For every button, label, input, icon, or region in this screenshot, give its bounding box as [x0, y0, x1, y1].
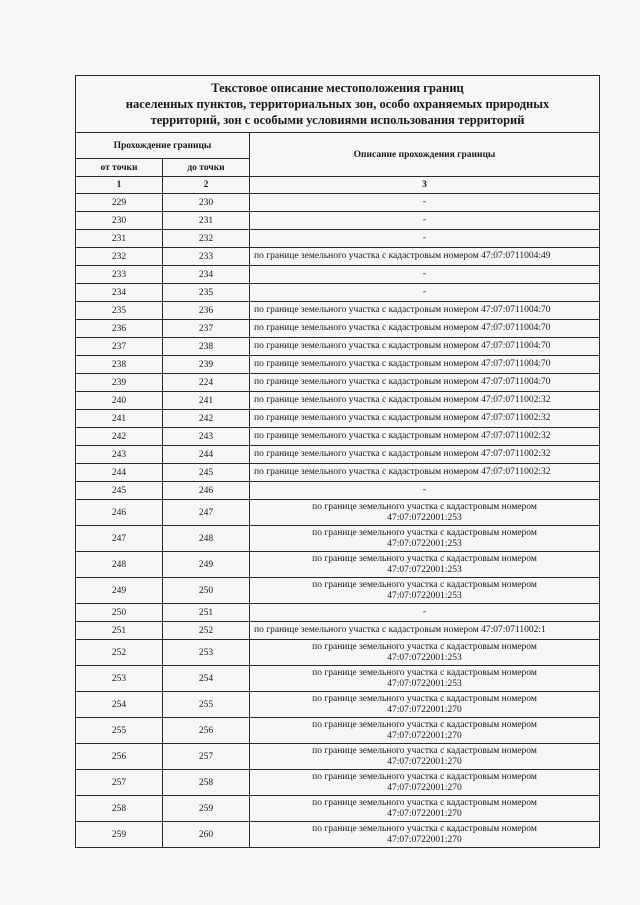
from-point-cell: 237 [76, 338, 163, 356]
table-row [76, 356, 600, 374]
from-point-cell: 244 [76, 464, 163, 482]
from-point-cell: 254 [76, 692, 163, 718]
table-row [76, 464, 600, 482]
title-line-1: Текстовое описание местоположения границ [211, 81, 464, 95]
description-cell [250, 666, 600, 692]
boundary-description-table [75, 75, 600, 848]
description-cell [250, 500, 600, 526]
to-point-cell: 234 [163, 266, 250, 284]
table-row [76, 284, 600, 302]
header-description: Описание прохождения границы [250, 133, 600, 177]
description-line-1: по границе земельного участка с кадастровым номером [312, 579, 537, 590]
to-point-cell: 230 [163, 194, 250, 212]
table-row [76, 338, 600, 356]
table-row [76, 374, 600, 392]
from-point-cell: 230 [76, 212, 163, 230]
to-point-cell: 250 [163, 578, 250, 604]
from-point-cell: 246 [76, 500, 163, 526]
from-point-cell: 256 [76, 744, 163, 770]
description-cell: - [250, 604, 600, 622]
description-cell: по границе земельного участка с кадастровым номером 47:07:0711002:32 [250, 428, 600, 446]
description-line-2: 47:07:0722001:270 [387, 730, 462, 741]
table-row [76, 446, 600, 464]
from-point-cell: 258 [76, 796, 163, 822]
description-line-1: по границе земельного участка с кадастровым номером [312, 553, 537, 564]
description-cell: по границе земельного участка с кадастровым номером 47:07:0711004:70 [250, 338, 600, 356]
description-cell [250, 718, 600, 744]
to-point-cell: 257 [163, 744, 250, 770]
to-point-cell: 233 [163, 248, 250, 266]
description-cell: по границе земельного участка с кадастровым номером 47:07:0711002:32 [250, 410, 600, 428]
column-number-1: 1 [76, 177, 163, 194]
description-line-1: по границе земельного участка с кадастровым номером [312, 693, 537, 704]
to-point-cell: 239 [163, 356, 250, 374]
description-cell [250, 796, 600, 822]
description-line-2: 47:07:0722001:270 [387, 756, 462, 767]
description-line-1: по границе земельного участка с кадастровым номером [312, 797, 537, 808]
description-cell [250, 692, 600, 718]
description-cell [250, 640, 600, 666]
table-row [76, 392, 600, 410]
to-point-cell: 238 [163, 338, 250, 356]
to-point-cell: 241 [163, 392, 250, 410]
table-row [76, 604, 600, 622]
to-point-cell: 259 [163, 796, 250, 822]
table-row [76, 482, 600, 500]
to-point-cell: 247 [163, 500, 250, 526]
table-row [76, 640, 600, 666]
description-cell: по границе земельного участка с кадастровым номером 47:07:0711004:49 [250, 248, 600, 266]
description-line-2: 47:07:0722001:270 [387, 704, 462, 715]
description-cell: - [250, 212, 600, 230]
description-line-1: по границе земельного участка с кадастровым номером [312, 823, 537, 834]
table-row [76, 822, 600, 848]
from-point-cell: 238 [76, 356, 163, 374]
from-point-cell: 234 [76, 284, 163, 302]
from-point-cell: 249 [76, 578, 163, 604]
to-point-cell: 248 [163, 526, 250, 552]
description-cell [250, 578, 600, 604]
column-number-3: 3 [250, 177, 600, 194]
header-passage: Прохождение границы [76, 133, 250, 159]
from-point-cell: 252 [76, 640, 163, 666]
to-point-cell: 254 [163, 666, 250, 692]
description-line-1: по границе земельного участка с кадастровым номером [312, 641, 537, 652]
to-point-cell: 253 [163, 640, 250, 666]
table-row [76, 248, 600, 266]
description-cell: по границе земельного участка с кадастровым номером 47:07:0711002:32 [250, 464, 600, 482]
description-cell: по границе земельного участка с кадастровым номером 47:07:0711002:32 [250, 392, 600, 410]
from-point-cell: 245 [76, 482, 163, 500]
table-row [76, 552, 600, 578]
table-row [76, 194, 600, 212]
table-row [76, 718, 600, 744]
to-point-cell: 236 [163, 302, 250, 320]
table-row [76, 500, 600, 526]
from-point-cell: 247 [76, 526, 163, 552]
title-line-2: населенных пунктов, территориальных зон, особо охраняемых природных [125, 97, 550, 111]
to-point-cell: 237 [163, 320, 250, 338]
description-cell: - [250, 284, 600, 302]
description-cell: - [250, 266, 600, 284]
table-body [76, 194, 600, 848]
description-line-2: 47:07:0722001:253 [387, 512, 462, 523]
description-cell: по границе земельного участка с кадастровым номером 47:07:0711004:70 [250, 320, 600, 338]
table-row [76, 578, 600, 604]
to-point-cell: 260 [163, 822, 250, 848]
description-cell [250, 822, 600, 848]
description-cell [250, 552, 600, 578]
header-to-point: до точки [163, 159, 250, 177]
to-point-cell: 251 [163, 604, 250, 622]
to-point-cell: 255 [163, 692, 250, 718]
description-cell: - [250, 230, 600, 248]
description-line-2: 47:07:0722001:253 [387, 652, 462, 663]
table-row [76, 266, 600, 284]
description-cell: по границе земельного участка с кадастровым номером 47:07:0711004:70 [250, 374, 600, 392]
table-row [76, 320, 600, 338]
description-line-1: по границе земельного участка с кадастровым номером [312, 771, 537, 782]
to-point-cell: 244 [163, 446, 250, 464]
description-line-2: 47:07:0722001:253 [387, 678, 462, 689]
to-point-cell: 224 [163, 374, 250, 392]
from-point-cell: 239 [76, 374, 163, 392]
table-row [76, 230, 600, 248]
from-point-cell: 250 [76, 604, 163, 622]
description-cell [250, 744, 600, 770]
description-line-2: 47:07:0722001:270 [387, 808, 462, 819]
description-line-2: 47:07:0722001:270 [387, 782, 462, 793]
description-cell: по границе земельного участка с кадастровым номером 47:07:0711002:32 [250, 446, 600, 464]
description-line-1: по границе земельного участка с кадастровым номером [312, 745, 537, 756]
from-point-cell: 243 [76, 446, 163, 464]
description-cell: по границе земельного участка с кадастровым номером 47:07:0711002:1 [250, 622, 600, 640]
table-row [76, 410, 600, 428]
column-number-2: 2 [163, 177, 250, 194]
description-line-1: по границе земельного участка с кадастровым номером [312, 667, 537, 678]
from-point-cell: 241 [76, 410, 163, 428]
table-title [76, 76, 600, 133]
table-row [76, 666, 600, 692]
from-point-cell: 229 [76, 194, 163, 212]
from-point-cell: 251 [76, 622, 163, 640]
from-point-cell: 240 [76, 392, 163, 410]
description-line-2: 47:07:0722001:253 [387, 538, 462, 549]
description-cell [250, 526, 600, 552]
to-point-cell: 243 [163, 428, 250, 446]
from-point-cell: 257 [76, 770, 163, 796]
from-point-cell: 248 [76, 552, 163, 578]
to-point-cell: 252 [163, 622, 250, 640]
table-row [76, 744, 600, 770]
table-row [76, 770, 600, 796]
header-from-point: от точки [76, 159, 163, 177]
description-cell: по границе земельного участка с кадастровым номером 47:07:0711004:70 [250, 302, 600, 320]
description-line-1: по границе земельного участка с кадастровым номером [312, 527, 537, 538]
to-point-cell: 242 [163, 410, 250, 428]
from-point-cell: 255 [76, 718, 163, 744]
to-point-cell: 249 [163, 552, 250, 578]
to-point-cell: 258 [163, 770, 250, 796]
table-row [76, 692, 600, 718]
description-line-2: 47:07:0722001:253 [387, 590, 462, 601]
to-point-cell: 232 [163, 230, 250, 248]
from-point-cell: 231 [76, 230, 163, 248]
to-point-cell: 235 [163, 284, 250, 302]
description-line-1: по границе земельного участка с кадастровым номером [312, 501, 537, 512]
to-point-cell: 246 [163, 482, 250, 500]
to-point-cell: 231 [163, 212, 250, 230]
from-point-cell: 253 [76, 666, 163, 692]
description-cell [250, 770, 600, 796]
table-row [76, 212, 600, 230]
description-line-1: по границе земельного участка с кадастровым номером [312, 719, 537, 730]
description-cell: по границе земельного участка с кадастровым номером 47:07:0711004:70 [250, 356, 600, 374]
description-line-2: 47:07:0722001:253 [387, 564, 462, 575]
table-row [76, 526, 600, 552]
title-line-3: территорий, зон с особыми условиями использования территорий [150, 113, 525, 127]
to-point-cell: 256 [163, 718, 250, 744]
from-point-cell: 233 [76, 266, 163, 284]
description-cell: - [250, 194, 600, 212]
from-point-cell: 242 [76, 428, 163, 446]
table-row [76, 796, 600, 822]
table-row [76, 302, 600, 320]
to-point-cell: 245 [163, 464, 250, 482]
from-point-cell: 235 [76, 302, 163, 320]
table-row [76, 428, 600, 446]
from-point-cell: 232 [76, 248, 163, 266]
description-line-2: 47:07:0722001:270 [387, 834, 462, 845]
from-point-cell: 259 [76, 822, 163, 848]
description-cell: - [250, 482, 600, 500]
from-point-cell: 236 [76, 320, 163, 338]
table-row [76, 622, 600, 640]
